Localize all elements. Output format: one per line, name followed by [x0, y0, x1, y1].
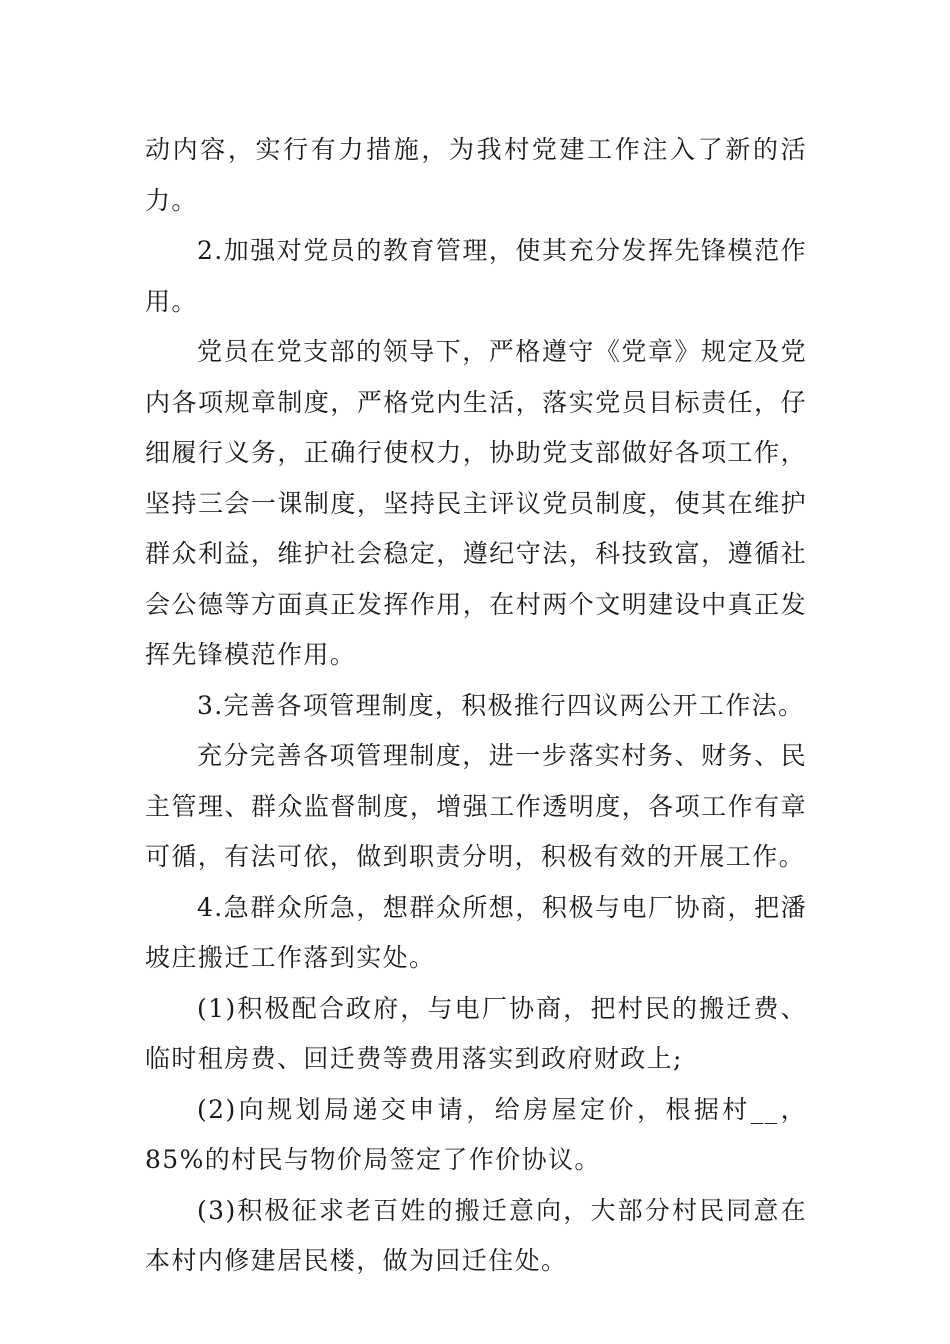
paragraph-9: (3)积极征求老百姓的搬迁意向，大部分村民同意在本村内修建居民楼，做为回迁住处。	[145, 1195, 807, 1275]
document-body	[145, 125, 807, 1287]
paragraph-5: 充分完善各项管理制度，进一步落实村务、财务、民主管理、群众监督制度，增强工作透明度，各项工作有章可循，有法可依，做到职责分明，积极有效的开展工作。	[145, 741, 807, 871]
paragraph-2: 2.加强对党员的教育管理，使其充分发挥先锋模范作用。	[145, 236, 807, 316]
paragraph-4: 3.完善各项管理制度，积极推行四议两公开工作法。	[197, 690, 805, 720]
paragraph-8: (2)向规划局递交申请，给房屋定价，根据村__，85%的村民与物价局签定了作价协议。	[145, 1094, 807, 1174]
paragraph-7: (1)积极配合政府，与电厂协商，把村民的搬迁费、临时租房费、回迁费等费用落实到政府财政上;	[145, 993, 807, 1073]
paragraph-3: 党员在党支部的领导下，严格遵守《党章》规定及党内各项规章制度，严格党内生活，落实党员目标责任，仔细履行义务，正确行使权力，协助党支部做好各项工作，坚持三会一课制度，坚持民主评议党员制度，使其在维护群众利益，维护社会稳定，遵纪守法，科技致富，遵循社会公德等方面真正发挥作用，在村两个文明建设中真正发挥先锋模范作用。	[145, 337, 807, 669]
paragraph-1: 动内容，实行有力措施，为我村党建工作注入了新的活力。	[145, 135, 807, 215]
paragraph-6: 4.急群众所急，想群众所想，积极与电厂协商，把潘坡庄搬迁工作落到实处。	[145, 892, 807, 972]
